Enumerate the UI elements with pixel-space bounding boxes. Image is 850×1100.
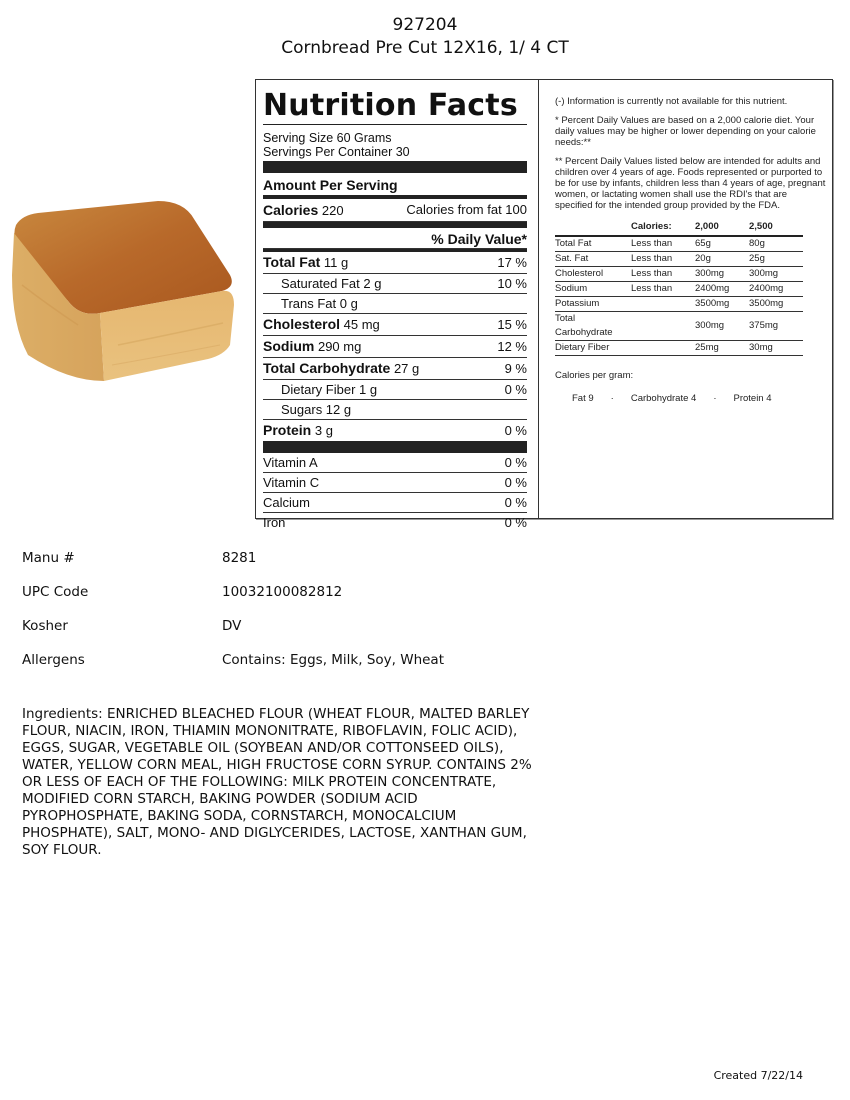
divider-thick xyxy=(263,161,527,173)
table-row: Total Carbohydrate 300mg 375mg xyxy=(555,312,803,341)
vitamin-c-row: Vitamin C 0 % xyxy=(263,473,527,493)
calories-label: Calories xyxy=(263,202,319,218)
allergens-label: Allergens xyxy=(22,652,85,668)
product-code: 927204 xyxy=(392,15,458,35)
saturated-fat-row: Saturated Fat 2 g 10 % xyxy=(263,274,527,294)
daily-value-header: % Daily Value* xyxy=(263,228,527,249)
table-row: Sat. Fat Less than 20g 25g xyxy=(555,252,803,267)
calories-per-gram-label: Calories per gram: xyxy=(555,370,634,381)
total-fat-row: Total Fat 11 g 17 % xyxy=(263,252,527,274)
kosher-value: DV xyxy=(222,618,242,634)
daily-values-table xyxy=(555,219,803,356)
protein-per-gram: Protein 4 xyxy=(733,393,772,404)
note-not-available: (-) Information is currently not available for this nutrient. xyxy=(555,96,788,107)
table-row: Dietary Fiber 25mg 30mg xyxy=(555,341,803,356)
table-header-row: Calories: 2,000 2,500 xyxy=(555,219,803,236)
calories-per-gram xyxy=(572,393,827,404)
product-title: Cornbread Pre Cut 12X16, 1/ 4 CT xyxy=(281,38,569,58)
upc-label: UPC Code xyxy=(22,584,89,600)
trans-fat-row: Trans Fat 0 g xyxy=(263,294,527,314)
note-percent-daily: * Percent Daily Values are based on a 2,000 calorie diet. Your daily values may be higher or lower depending on your calorie needs:** xyxy=(555,115,816,148)
calories-value: 220 xyxy=(321,203,344,218)
nutrition-facts xyxy=(263,88,527,532)
kosher-label: Kosher xyxy=(22,618,68,634)
calories-row xyxy=(263,199,527,222)
fat-per-gram: Fat 9 xyxy=(572,393,594,404)
serving-info xyxy=(263,125,527,161)
table-row: Cholesterol Less than 300mg 300mg xyxy=(555,267,803,282)
table-row: Potassium 3500mg 3500mg xyxy=(555,297,803,312)
total-carbohydrate-row: Total Carbohydrate 27 g 9 % xyxy=(263,358,527,380)
vitamin-a-row: Vitamin A 0 % xyxy=(263,453,527,473)
ingredients-text: Ingredients: ENRICHED BLEACHED FLOUR (WHEAT FLOUR, MALTED BARLEY FLOUR, NIACIN, IRON, THIAMIN MONONITRATE, RIBOFLAVIN, FOLIC ACID), EGGS, SUGAR, VEGETABLE OIL (SOYBEAN AND/OR COTTONSEED OILS), WATER, YELLOW CORN MEAL, HIGH FRUCTOSE CORN SYRUP. CONTAINS 2% OR LESS OF EACH OF THE FOLLOWING: MILK PROTEIN CONCENTRATE, MODIFIED CORN STARCH, BAKING POWDER (SODIUM ACID PYROPHOSPHATE, BAKING SODA, CORNSTARCH, MONOCALCIUM PHOSPHATE), SALT, MONO- AND DIGLYCERIDES, LACTOSE, XANTHAN GUM, SOY FLOUR. xyxy=(22,706,532,858)
divider-thick xyxy=(263,441,527,453)
calcium-row: Calcium 0 % xyxy=(263,493,527,513)
panel-divider xyxy=(538,80,539,518)
note-intended: ** Percent Daily Values listed below are intended for adults and children over 4 years of age. Foods represented or purported to be for use by infants, children less than 4 years of age, pregnant women, or lactating women shall use the RDI's that are specified for the intended group provided by the FDA. xyxy=(555,156,826,211)
allergens-value: Contains: Eggs, Milk, Soy, Wheat xyxy=(222,652,444,668)
nutrition-panel xyxy=(255,79,833,530)
carb-per-gram: Carbohydrate 4 xyxy=(630,393,697,404)
cholesterol-row: Cholesterol 45 mg 15 % xyxy=(263,314,527,336)
facts-title: Nutrition Facts xyxy=(263,88,527,125)
dietary-fiber-row: Dietary Fiber 1 g 0 % xyxy=(263,380,527,400)
sugars-row: Sugars 12 g xyxy=(263,400,527,420)
protein-row: Protein 3 g 0 % xyxy=(263,422,527,438)
sodium-row: Sodium 290 mg 12 % xyxy=(263,336,527,358)
created-date: Created 7/22/14 xyxy=(713,1069,803,1082)
cornbread-photo xyxy=(8,195,240,387)
table-row: Sodium Less than 2400mg 2400mg xyxy=(555,282,803,297)
separator-dot: · xyxy=(610,393,614,404)
upc-value: 10032100082812 xyxy=(222,584,343,600)
manu-value: 8281 xyxy=(222,550,257,566)
amount-per-serving: Amount Per Serving xyxy=(263,177,398,193)
calories-from-fat: Calories from fat 100 xyxy=(406,202,527,217)
serving-size: Serving Size 60 Grams xyxy=(263,131,392,145)
nutrition-notes xyxy=(555,96,827,404)
manu-label: Manu # xyxy=(22,550,75,566)
separator-dot: · xyxy=(713,393,717,404)
servings-per-container: Servings Per Container 30 xyxy=(263,145,410,159)
table-row: Total Fat Less than 65g 80g xyxy=(555,236,803,252)
iron-row: Iron 0 % xyxy=(263,515,527,530)
